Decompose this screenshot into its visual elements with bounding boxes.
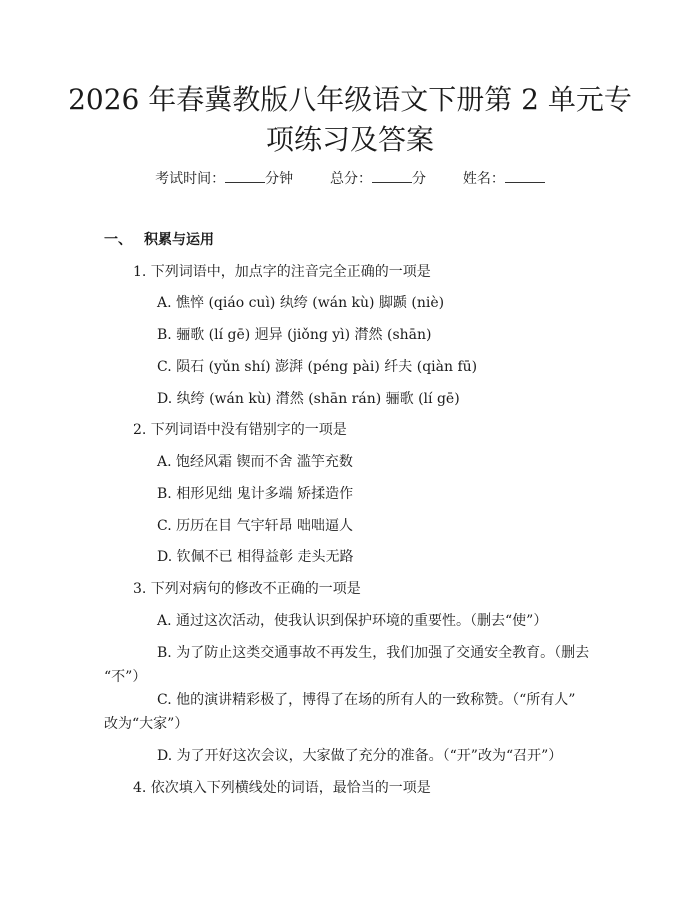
- question-2-option-c: C. 历历在目 气宇轩昂 咄咄逼人: [157, 518, 354, 534]
- time-label: 考试时间：: [155, 171, 226, 187]
- name-blank: [505, 168, 545, 183]
- question-2-option-d: D. 钦佩不已 相得益彰 走头无路: [157, 549, 354, 565]
- question-4-stem: 4. 依次填入下列横线处的词语，最恰当的一项是: [133, 780, 431, 796]
- time-blank: [225, 168, 265, 183]
- exam-meta: [0, 168, 700, 189]
- question-3-option-d: D. 为了开好这次会议，大家做了充分的准备。（“开”改为“召开”）: [157, 748, 563, 764]
- question-2-stem: 2. 下列词语中没有错别字的一项是: [133, 422, 347, 438]
- question-3-stem: 3. 下列对病句的修改不正确的一项是: [133, 581, 361, 597]
- question-1-option-d: D. 纨绔 (wán kù) 潸然 (shān rán) 骊歌 (lí gē): [157, 391, 460, 407]
- question-3-option-a: A. 通过这次活动，使我认识到保护环境的重要性。（删去“使”）: [157, 613, 548, 629]
- question-2-option-b: B. 相形见绌 鬼计多端 矫揉造作: [157, 486, 354, 502]
- score-label: 总分：: [330, 171, 372, 187]
- section-title: 积累与运用: [144, 232, 214, 248]
- document-title-line2: 项练习及答案: [265, 123, 434, 156]
- question-3-option-b-line2: “不”）: [104, 669, 147, 685]
- question-1-option-b: B. 骊歌 (lí gē) 迥异 (jiǒng yì) 潸然 (shān): [157, 327, 432, 343]
- question-3-option-b-line1: B. 为了防止这类交通事故不再发生，我们加强了交通安全教育。（删去: [157, 645, 590, 661]
- question-1-stem: 1. 下列词语中，加点字的注音完全正确的一项是: [133, 264, 431, 280]
- name-label: 姓名：: [462, 171, 505, 187]
- time-unit: 分钟: [265, 171, 294, 187]
- score-unit: 分: [412, 171, 426, 187]
- score-blank: [372, 168, 412, 183]
- question-3-option-c-line1: C. 他的演讲精彩极了，博得了在场的所有人的一致称赞。（“所有人”: [157, 692, 576, 708]
- question-1-option-a: A. 憔悴 (qiáo cuì) 纨绔 (wán kù) 脚踬 (niè): [157, 295, 445, 311]
- question-2-option-a: A. 饱经风霜 锲而不舍 滥竽充数: [157, 454, 353, 470]
- question-3-option-c-line2: 改为“大家”）: [104, 716, 189, 732]
- question-1-option-c: C. 陨石 (yǔn shí) 澎湃 (péng pài) 纤夫 (qiàn fū): [157, 359, 478, 375]
- document-title-line1: 2026 年春冀教版八年级语文下册第 2 单元专: [68, 83, 632, 116]
- section-heading: [104, 230, 214, 250]
- section-number: 一、: [104, 232, 132, 248]
